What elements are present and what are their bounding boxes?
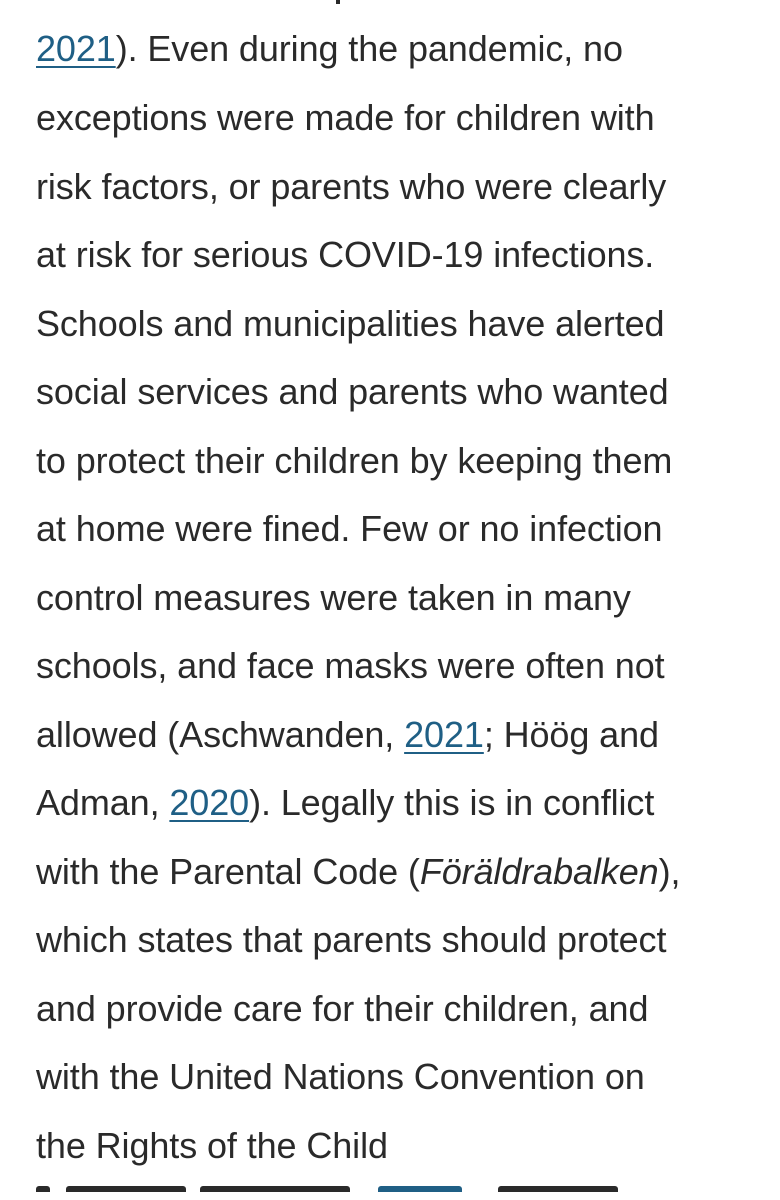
clipped-previous-line — [336, 0, 340, 4]
clipped-next-line — [36, 1186, 780, 1200]
citation-link-aschwanden-2021[interactable]: 2021 — [404, 714, 484, 755]
text-line-14: which states that parents should protect — [36, 919, 667, 960]
text-line-3: risk factors, or parents who were clearly — [36, 166, 667, 207]
text-line-8: at home were fined. Few or no infection — [36, 508, 663, 549]
text-line-10: schools, and face masks were often not — [36, 645, 665, 686]
text-segment: ). Legally this is in conflict — [249, 782, 655, 823]
text-segment: with the Parental Code ( — [36, 851, 420, 892]
text-segment: allowed (Aschwanden, — [36, 714, 405, 755]
citation-link-2021[interactable]: 2021 — [36, 28, 116, 69]
text-line-17: the Rights of the Child — [36, 1125, 388, 1166]
text-line-1 — [36, 26, 623, 72]
citation-link-hoog-adman-2020[interactable]: 2020 — [169, 782, 250, 823]
text-line-16: with the United Nations Convention on — [36, 1056, 645, 1097]
text-segment: ). Even during the pandemic, no — [115, 28, 623, 69]
text-line-7: to protect their children by keeping them — [36, 440, 673, 481]
text-line-2: exceptions were made for children with — [36, 97, 655, 138]
text-line-5: Schools and municipalities have alerted — [36, 303, 665, 344]
text-segment: Adman, — [36, 782, 170, 823]
text-line-13 — [36, 849, 680, 895]
italic-term: Föräldrabalken — [419, 851, 659, 892]
text-segment: ), — [658, 851, 681, 892]
text-line-4: at risk for serious COVID-19 infections. — [36, 234, 655, 275]
text-line-15: and provide care for their children, and — [36, 988, 649, 1029]
text-line-11 — [36, 712, 659, 758]
text-line-9: control measures were taken in many — [36, 577, 631, 618]
text-line-12 — [36, 780, 654, 826]
text-line-6: social services and parents who wanted — [36, 371, 669, 412]
text-segment: ; Höög and — [483, 714, 659, 755]
